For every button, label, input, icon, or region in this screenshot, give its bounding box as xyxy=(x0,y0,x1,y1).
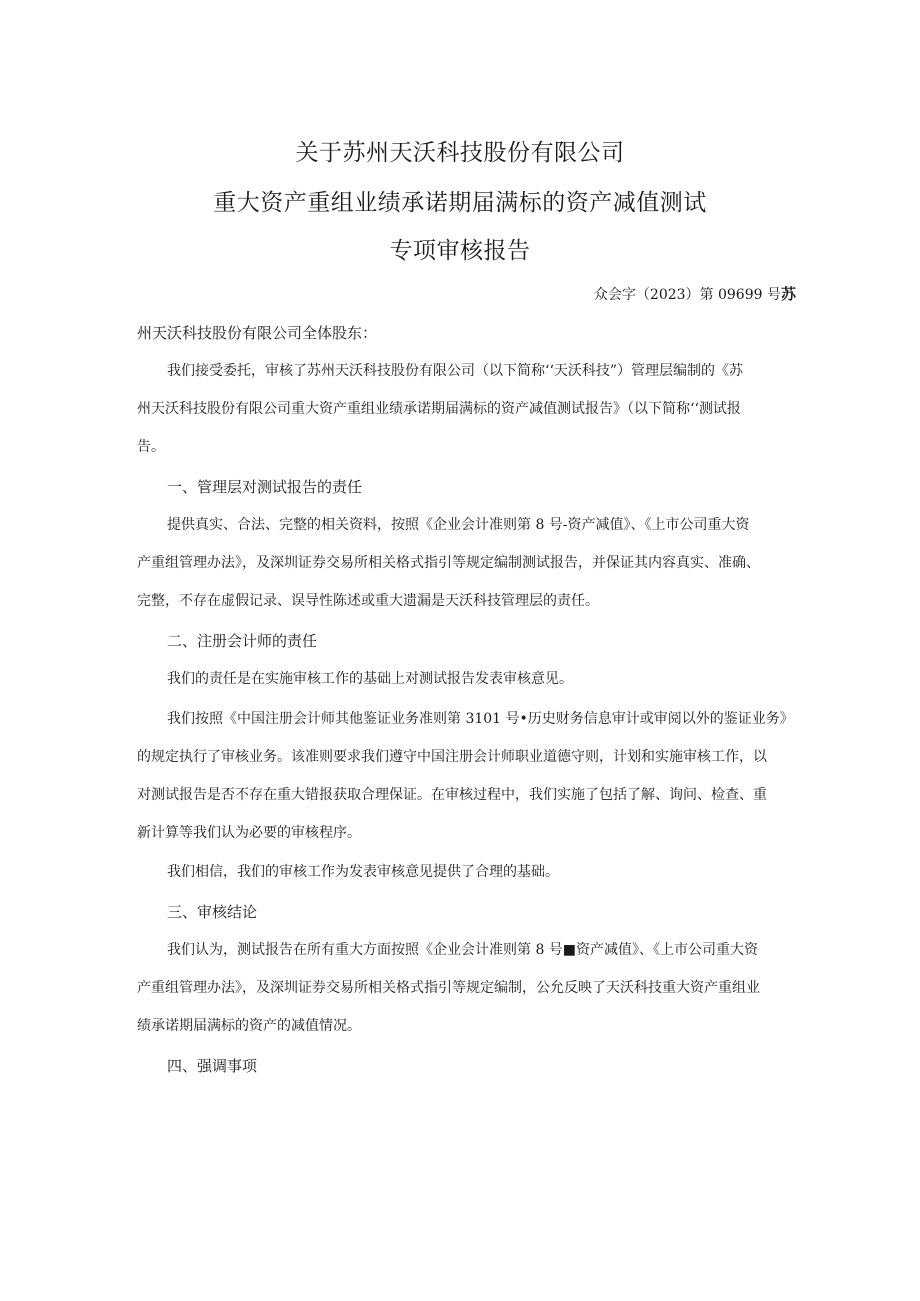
paragraph-line: 新计算等我们认为必要的审核程序。 xyxy=(137,825,361,841)
reference-number-tail: 苏 xyxy=(780,285,796,303)
paragraph-line: 州天沃科技股份有限公司重大资产重组业绩承诺期届满标的资产减值测试报告》（以下简称‘‘测试报 xyxy=(137,401,741,417)
report-title-line-2: 重大资产重组业绩承诺期届满标的资产减值测试 xyxy=(213,190,707,216)
section1-paragraph xyxy=(137,506,797,620)
section-heading-3: 三、审核结论 xyxy=(167,903,258,921)
reference-number xyxy=(594,283,796,304)
paragraph-line: 完整，不存在虚假记录、误导性陈述或重大遗漏是天沃科技管理层的责任。 xyxy=(137,593,599,609)
section2-paragraph-2 xyxy=(137,700,797,852)
paragraph-line: 我们的责任是在实施审核工作的基础上对测试报告发表审核意见。 xyxy=(167,671,573,687)
reference-number-main: 众会字（2023）第 09699 号 xyxy=(593,287,781,303)
section-heading-2: 二、注册会计师的责任 xyxy=(167,632,318,650)
paragraph-line: 的规定执行了审核业务。该准则要求我们遵守中国注册会计师职业道德守则，计划和实施审核工作，以 xyxy=(137,749,767,765)
section-heading-1: 一、管理层对测试报告的责任 xyxy=(167,478,363,496)
addressee: 州天沃科技股份有限公司全体股东： xyxy=(137,324,378,342)
report-title-line-3: 专项审核报告 xyxy=(389,238,531,264)
paragraph-line: 告。 xyxy=(137,439,165,455)
paragraph-line: 绩承诺期届满标的资产的减值情况。 xyxy=(137,1018,361,1034)
report-title-line-1: 关于苏州天沃科技股份有限公司 xyxy=(295,140,625,166)
paragraph-line: 我们按照《中国注册会计师其他鉴证业务准则第 3101 号•历史财务信息审计或审阅以外的鉴证业务》 xyxy=(167,711,794,727)
section3-paragraph xyxy=(137,931,797,1045)
paragraph-line: 产重组管理办法》，及深圳证券交易所相关格式指引等规定编制测试报告，并保证其内容真实、准确、 xyxy=(137,555,760,571)
section2-paragraph-1 xyxy=(137,660,797,698)
paragraph-line: 对测试报告是否不存在重大错报获取合理保证。在审核过程中，我们实施了包括了解、询问、检查、重 xyxy=(137,787,767,803)
intro-paragraph xyxy=(137,352,797,466)
paragraph-line: 我们相信，我们的审核工作为发表审核意见提供了合理的基础。 xyxy=(167,864,559,880)
section2-paragraph-3 xyxy=(137,853,797,891)
section-heading-4: 四、强调事项 xyxy=(167,1057,258,1075)
paragraph-line: 我们接受委托，审核了苏州天沃科技股份有限公司（以下简称‘‘天沃科技”）管理层编制的《苏 xyxy=(167,363,744,379)
paragraph-line: 我们认为，测试报告在所有重大方面按照《企业会计准则第 8 号■资产减值》、《上市公司重大资 xyxy=(167,942,759,958)
paragraph-line: 提供真实、合法、完整的相关资料，按照《企业会计准则第 8 号-资产减值》、《上市公司重大资 xyxy=(167,517,750,533)
paragraph-line: 产重组管理办法》，及深圳证券交易所相关格式指引等规定编制，公允反映了天沃科技重大资产重组业 xyxy=(137,980,760,996)
